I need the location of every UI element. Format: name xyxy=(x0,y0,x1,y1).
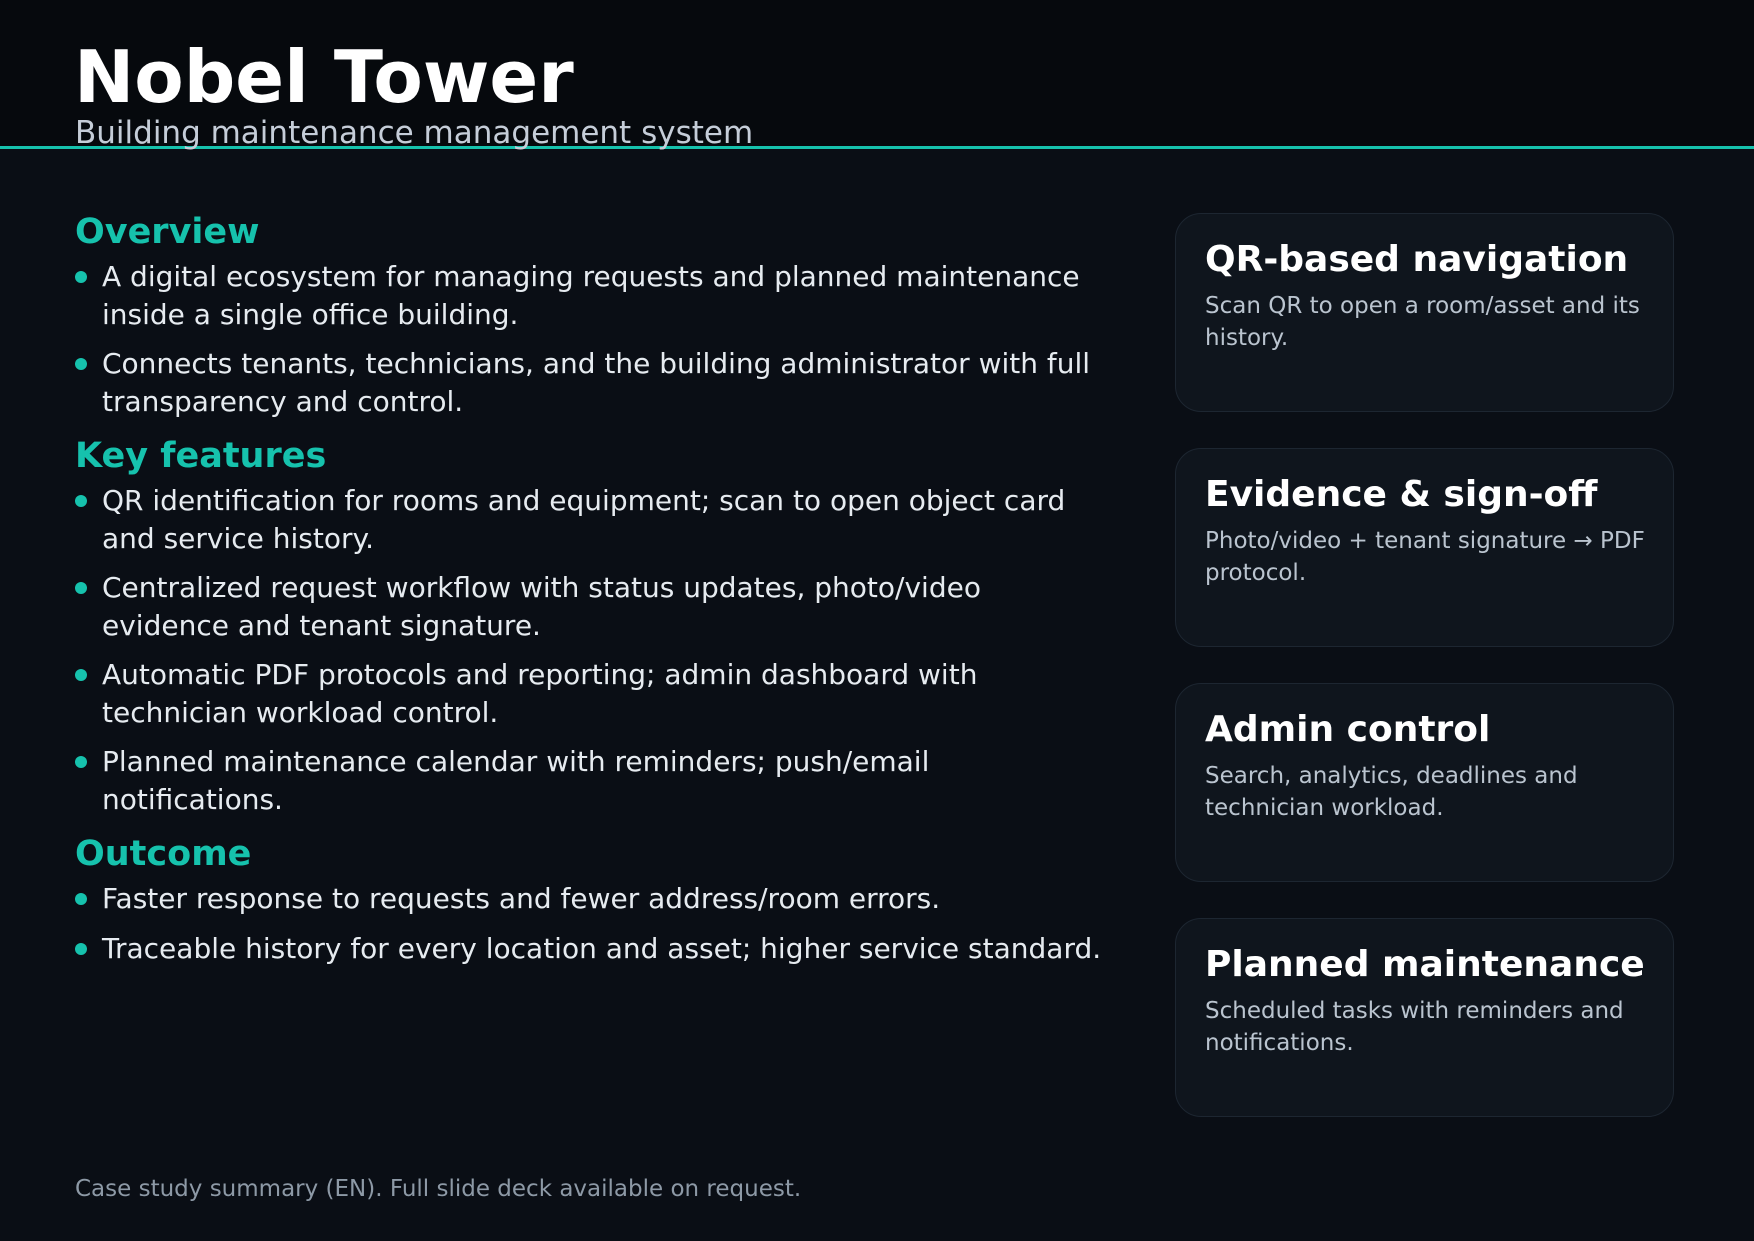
list-item-text: Automatic PDF protocols and reporting; admin dashboard with technician workload control. xyxy=(102,658,978,729)
bullet-dot-icon xyxy=(75,756,87,768)
card-description: Search, analytics, deadlines and technician workload. xyxy=(1205,763,1578,821)
section-heading: Outcome xyxy=(75,834,252,874)
list-item-text: Traceable history for every location and asset; higher service standard. xyxy=(102,931,1102,965)
list-item-text: Faster response to requests and fewer address/room errors. xyxy=(102,882,941,915)
card-description: Photo/video + tenant signature → PDF protocol. xyxy=(1205,528,1645,586)
list-item-text: QR identification for rooms and equipment; scan to open object card and service history. xyxy=(102,484,1066,555)
list-item-text: Planned maintenance calendar with reminders; push/email notifications. xyxy=(102,745,930,816)
list-item xyxy=(75,258,1102,333)
list-item xyxy=(75,482,1102,557)
page-subtitle: Building maintenance management system xyxy=(75,115,754,151)
card-title: QR-based navigation xyxy=(1205,239,1629,280)
content-column xyxy=(75,208,1102,979)
section-heading: Key features xyxy=(75,436,327,476)
card-title: Admin control xyxy=(1205,709,1491,750)
footer-note: Case study summary (EN). Full slide deck available on request. xyxy=(75,1176,802,1202)
bullet-list xyxy=(75,482,1075,818)
bullet-dot-icon xyxy=(75,582,87,594)
list-item xyxy=(75,880,1102,918)
list-item-text: A digital ecosystem for managing requests and planned maintenance inside a single office building. xyxy=(102,260,1080,331)
list-item xyxy=(75,569,1102,644)
bullet-dot-icon xyxy=(75,943,87,955)
list-item-text: Centralized request workflow with status updates, photo/video evidence and tenant signature. xyxy=(102,571,981,642)
bullet-dot-icon xyxy=(75,271,87,283)
feature-card-planned xyxy=(1175,918,1674,1117)
list-item xyxy=(75,930,1102,968)
card-description: Scan QR to open a room/asset and its history. xyxy=(1205,293,1640,351)
bullet-list xyxy=(75,880,1102,967)
feature-card-qr xyxy=(1175,213,1674,412)
list-item-text: Connects tenants, technicians, and the building administrator with full transparency and control. xyxy=(102,347,1091,418)
card-title: Evidence & sign-off xyxy=(1205,474,1598,515)
bullet-dot-icon xyxy=(75,495,87,507)
card-description: Scheduled tasks with reminders and notifications. xyxy=(1205,998,1624,1056)
list-item xyxy=(75,345,1102,420)
bullet-list xyxy=(75,258,1091,420)
bullet-dot-icon xyxy=(75,893,87,905)
card-title: Planned maintenance xyxy=(1205,944,1645,985)
section-heading: Overview xyxy=(75,212,260,252)
feature-card-admin xyxy=(1175,683,1674,882)
list-item xyxy=(75,656,1102,731)
bullet-dot-icon xyxy=(75,669,87,681)
page-title: Nobel Tower xyxy=(74,35,574,119)
feature-card-evidence xyxy=(1175,448,1674,647)
bullet-dot-icon xyxy=(75,358,87,370)
list-item xyxy=(75,743,1102,818)
